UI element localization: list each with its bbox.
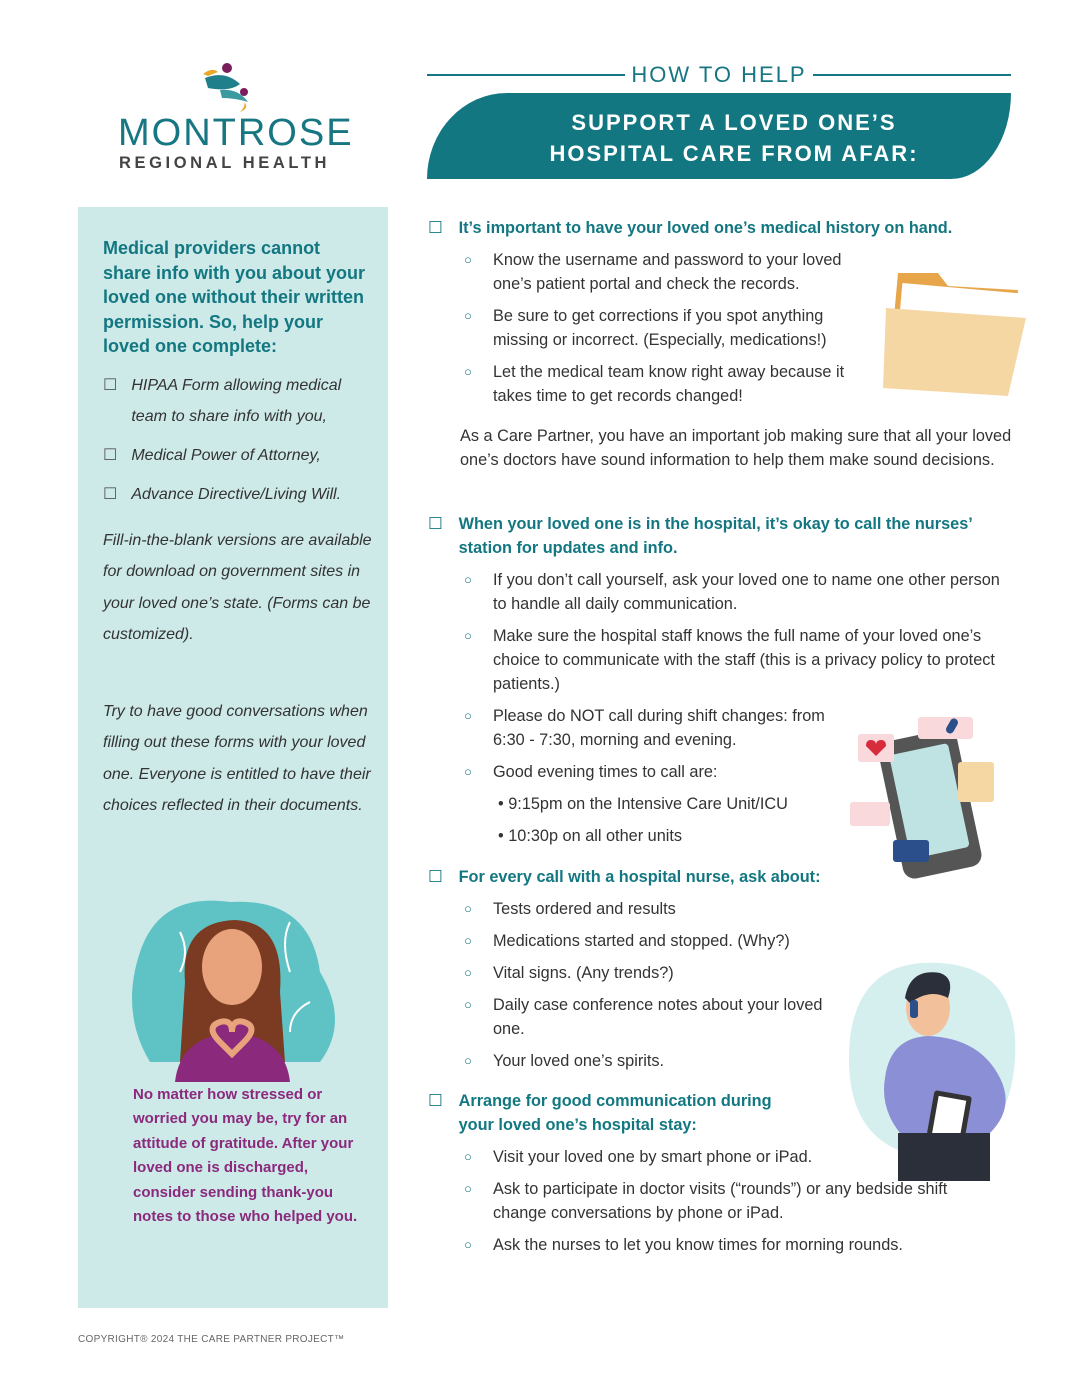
divider — [813, 74, 1011, 76]
checklist-item — [103, 440, 378, 471]
circle-bullet-icon: ○ — [464, 764, 472, 779]
list-item: Your loved one’s spirits. — [493, 1052, 665, 1070]
list-item: Visit your loved one by smart phone or iPad. — [493, 1148, 813, 1166]
circle-bullet-icon: ○ — [464, 708, 472, 723]
phone-medical-illustration — [848, 712, 998, 880]
list-item-text: 9:15pm on the Intensive Care Unit/ICU — [508, 795, 788, 813]
circle-bullet-icon: ○ — [464, 252, 472, 267]
section-communication — [428, 1089, 1013, 1257]
circle-bullet-icon: ○ — [464, 572, 472, 587]
kicker-text: HOW TO HELP — [631, 62, 807, 87]
logo-name: MONTROSE — [118, 112, 354, 154]
list-item: Ask the nurses to let you know times for morning rounds. — [493, 1236, 903, 1254]
list-item: Be sure to get corrections if you spot anything missing or incorrect. (Especially, medications!) — [493, 307, 827, 349]
checklist-label: HIPAA Form allowing medical team to share info with you, — [131, 377, 342, 425]
sidebar-intro: Medical providers cannot share info with you about your loved one without their written permission. So, help your loved one complete: — [103, 238, 366, 356]
checkbox-icon: ☐ — [103, 486, 118, 503]
list-item: • 10:30p on all other units — [498, 827, 683, 845]
list-item: Know the username and password to your loved one’s patient portal and check the records. — [493, 251, 842, 293]
circle-bullet-icon: ○ — [464, 1237, 472, 1252]
sidebar-paragraph: Try to have good conversations when filling out these forms with your loved one. Everyone is entitled to have their choices reflected in their documents. — [103, 703, 371, 814]
title-line-1: SUPPORT A LOVED ONE’S — [571, 110, 897, 135]
checklist-label: Advance Directive/Living Will. — [131, 486, 342, 503]
gratitude-note: No matter how stressed or worried you may be, try for an attitude of gratitude. After your loved one is discharged, consider sending thank-you notes to those who helped you. — [133, 1086, 358, 1226]
list-item: Make sure the hospital staff knows the full name of your loved one’s choice to communicate with the staff (this is a privacy policy to protect patients.) — [493, 627, 995, 693]
checkbox-icon: ☐ — [428, 515, 443, 533]
list-item: If you don’t call yourself, ask your loved one to name one other person to handle all daily communication. — [493, 571, 1000, 613]
checkbox-icon: ☐ — [428, 868, 443, 886]
section-heading: When your loved one is in the hospital, it’s okay to call the nurses’ station for updates and info. — [458, 515, 972, 557]
logo-subtitle: REGIONAL HEALTH — [119, 154, 331, 172]
section-heading: It’s important to have your loved one’s medical history on hand. — [458, 219, 953, 237]
title-line-2: HOSPITAL CARE FROM AFAR: — [549, 141, 919, 166]
sidebar-paragraph: Fill-in-the-blank versions are available for download on government sites in your loved one’s state. (Forms can be customized). — [103, 532, 372, 643]
checklist-item — [103, 479, 378, 510]
circle-bullet-icon: ○ — [464, 1149, 472, 1164]
list-item: Daily case conference notes about your loved one. — [493, 996, 823, 1038]
circle-bullet-icon: ○ — [464, 901, 472, 916]
list-item: Tests ordered and results — [493, 900, 676, 918]
section-heading: Arrange for good communication during your loved one’s hospital stay: — [458, 1092, 772, 1134]
circle-bullet-icon: ○ — [464, 364, 472, 379]
section-paragraph: As a Care Partner, you have an important job making sure that all your loved one’s doctors have sound information to help them make sound decisions. — [460, 427, 1012, 469]
circle-bullet-icon: ○ — [464, 628, 472, 643]
circle-bullet-icon: ○ — [464, 1053, 472, 1068]
woman-heart-hands-illustration — [120, 892, 350, 1082]
checklist-item — [103, 370, 378, 432]
copyright: COPYRIGHT® 2024 THE CARE PARTNER PROJECT™ — [78, 1334, 345, 1345]
circle-bullet-icon: ○ — [464, 1181, 472, 1196]
circle-bullet-icon: ○ — [464, 308, 472, 323]
sidebar-checklist — [103, 370, 378, 518]
checkbox-icon: ☐ — [428, 1092, 443, 1110]
section-heading: For every call with a hospital nurse, ask about: — [458, 868, 821, 886]
list-item: Good evening times to call are: — [493, 763, 718, 781]
list-item: Let the medical team know right away because it takes time to get records changed! — [493, 363, 845, 405]
circle-bullet-icon: ○ — [464, 965, 472, 980]
logo-mark-icon — [200, 62, 256, 112]
list-item-text: 10:30p on all other units — [508, 827, 683, 845]
divider — [427, 74, 625, 76]
circle-bullet-icon: ○ — [464, 933, 472, 948]
section-kicker — [427, 62, 1011, 88]
checklist-label: Medical Power of Attorney, — [131, 447, 321, 464]
list-item: Vital signs. (Any trends?) — [493, 964, 674, 982]
title-banner — [427, 93, 1011, 179]
circle-bullet-icon: ○ — [464, 997, 472, 1012]
list-item: Ask to participate in doctor visits (“rounds”) or any bedside shift change conversations by phone or iPad. — [493, 1180, 948, 1222]
checkbox-icon: ☐ — [103, 447, 118, 464]
list-item: Please do NOT call during shift changes: from 6:30 - 7:30, morning and evening. — [493, 707, 825, 749]
checkbox-icon: ☐ — [103, 377, 118, 394]
folder-illustration — [878, 268, 1030, 400]
checkbox-icon: ☐ — [428, 219, 443, 237]
list-item: Medications started and stopped. (Why?) — [493, 932, 790, 950]
list-item: • 9:15pm on the Intensive Care Unit/ICU — [498, 795, 788, 813]
